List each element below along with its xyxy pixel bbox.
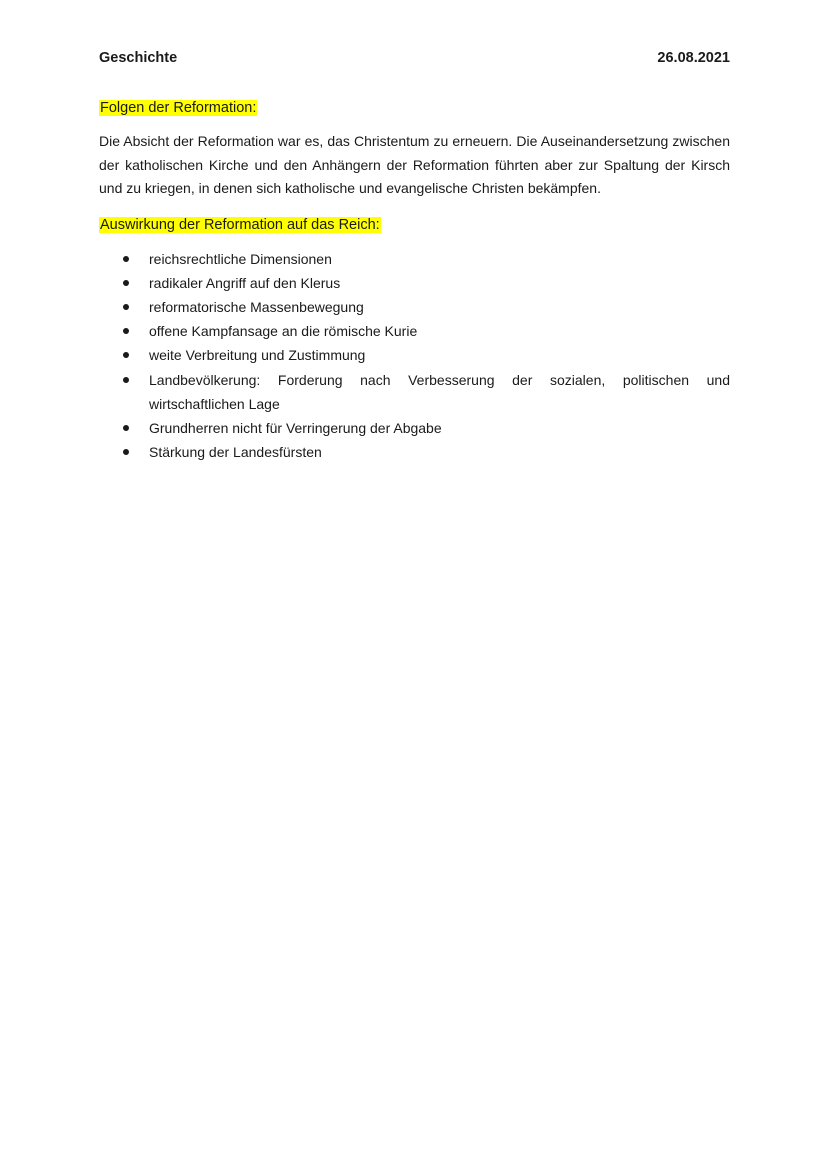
list-item-text: weite Verbreitung und Zustimmung — [149, 347, 366, 364]
list-item-text: Stärkung der Landesfürsten — [149, 444, 322, 461]
list-item-text: radikaler Angriff auf den Klerus — [149, 274, 341, 291]
body-paragraph: Die Absicht der Reformation war es, das Christentum zu erneuern. Die Auseinandersetzung zwischen der katholischen Kirche und den Anhängern der Reformation führten aber zur Spaltung der Kirsch und zu kriegen, in denen sich katholische und evangelische Christen bekämpfen. — [99, 133, 730, 196]
list-item — [99, 343, 730, 367]
list-item-text: Grundherren nicht für Verringerung der Abgabe — [149, 419, 442, 436]
bullet-icon — [123, 425, 129, 431]
bullet-icon — [123, 328, 129, 334]
bullet-list — [99, 247, 730, 465]
list-item-text: reichsrechtliche Dimensionen — [149, 250, 332, 267]
list-item-text: offene Kampfansage an die römische Kurie — [149, 323, 418, 340]
section-heading-auswirkung — [99, 215, 730, 235]
list-item — [99, 319, 730, 343]
list-item-text: reformatorische Massenbewegung — [149, 298, 364, 315]
list-item — [99, 416, 730, 440]
bullet-icon — [123, 304, 129, 310]
page-header — [99, 50, 730, 72]
highlighted-heading-text: Folgen der Reformation: — [100, 100, 257, 116]
bullet-icon — [123, 280, 129, 286]
list-item — [99, 271, 730, 295]
highlighted-heading-text: Auswirkung der Reformation auf das Reich: — [100, 216, 380, 233]
list-item — [99, 368, 730, 416]
bullet-icon — [123, 377, 129, 383]
list-item — [99, 440, 730, 464]
subject-label: Geschichte — [99, 50, 178, 66]
date-label: 26.08.2021 — [657, 50, 730, 66]
bullet-icon — [123, 256, 129, 262]
bullet-icon — [123, 352, 129, 358]
list-item-text: Landbevölkerung: Forderung nach Verbesserung der sozialen, politischen und wirtschaftlichen Lage — [149, 371, 730, 412]
list-item — [99, 247, 730, 271]
section-heading-folgen — [99, 98, 730, 118]
list-item — [99, 295, 730, 319]
bullet-icon — [123, 449, 129, 455]
document-page — [99, 50, 730, 464]
